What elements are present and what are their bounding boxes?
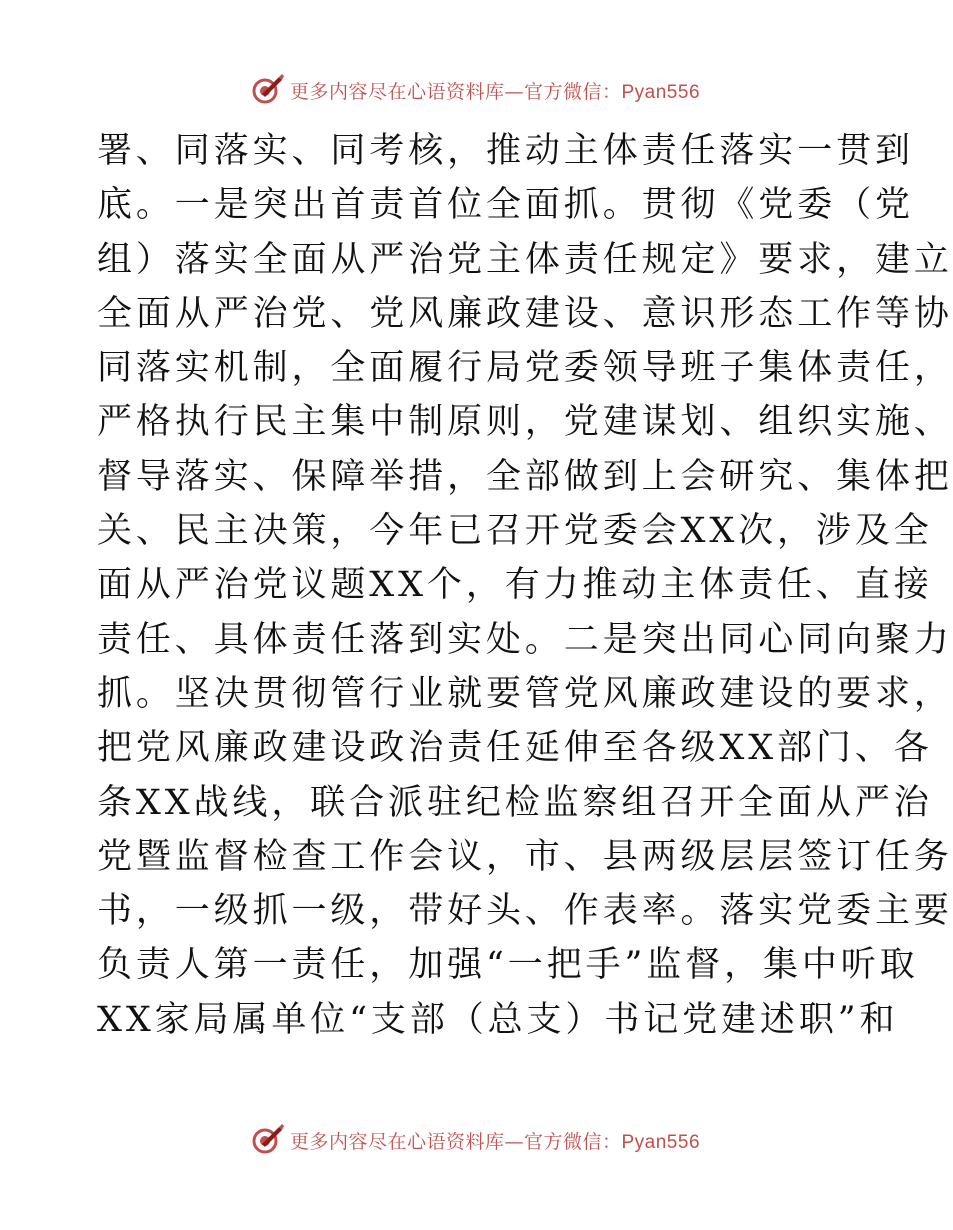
text-line: 全面从严治党、党风廉政建设、意识形态工作等协 <box>97 293 953 334</box>
footer-watermark-text: 更多内容尽在心语资料库—官方微信：Pyan556 <box>289 1130 701 1153</box>
text-line: 抓。坚决贯彻管行业就要管党风廉政建设的要求， <box>97 673 953 714</box>
text-line: 条XX战线，联合派驻纪检监察组召开全面从严治 <box>97 782 933 823</box>
text-line: 关、民主决策，今年已召开党委会XX次，涉及全 <box>97 511 933 552</box>
pen-logo-icon <box>250 73 284 107</box>
footer-watermark-banner <box>0 1120 950 1160</box>
text-line: 同落实机制，全面履行局党委领导班子集体责任， <box>97 348 953 389</box>
pen-logo-icon <box>250 1123 284 1157</box>
text-line: 署、同落实、同考核，推动主体责任落实一贯到 <box>97 131 914 171</box>
text-line: 书，一级抓一级，带好头、作表率。落实党委主要 <box>97 891 953 932</box>
text-line: 底。一是突出首责首位全面抓。贯彻《党委（党 <box>97 185 914 226</box>
header-watermark-banner <box>0 70 950 110</box>
text-line: 督导落实、保障举措，全部做到上会研究、集体把 <box>97 456 953 497</box>
text-line: 组）落实全面从严治党主体责任规定》要求，建立 <box>97 239 953 280</box>
text-line: 把党风廉政建设政治责任延伸至各级XX部门、各 <box>97 728 933 769</box>
text-line: 面从严治党议题XX个，有力推动主体责任、直接 <box>97 565 933 606</box>
text-line: 负责人第一责任，加强“一把手”监督，集中听取 <box>97 945 919 986</box>
text-line: 党暨监督检查工作会议，市、县两级层层签订任务 <box>97 836 953 877</box>
text-line: 严格执行民主集中制原则，党建谋划、组织实施、 <box>97 402 953 443</box>
text-line: XX家局属单位“支部（总支）书记党建述职”和 <box>97 999 899 1040</box>
text-line: 责任、具体责任落到实处。二是突出同心同向聚力 <box>97 619 953 660</box>
header-watermark-text: 更多内容尽在心语资料库—官方微信：Pyan556 <box>289 80 701 103</box>
document-body <box>97 124 953 1047</box>
